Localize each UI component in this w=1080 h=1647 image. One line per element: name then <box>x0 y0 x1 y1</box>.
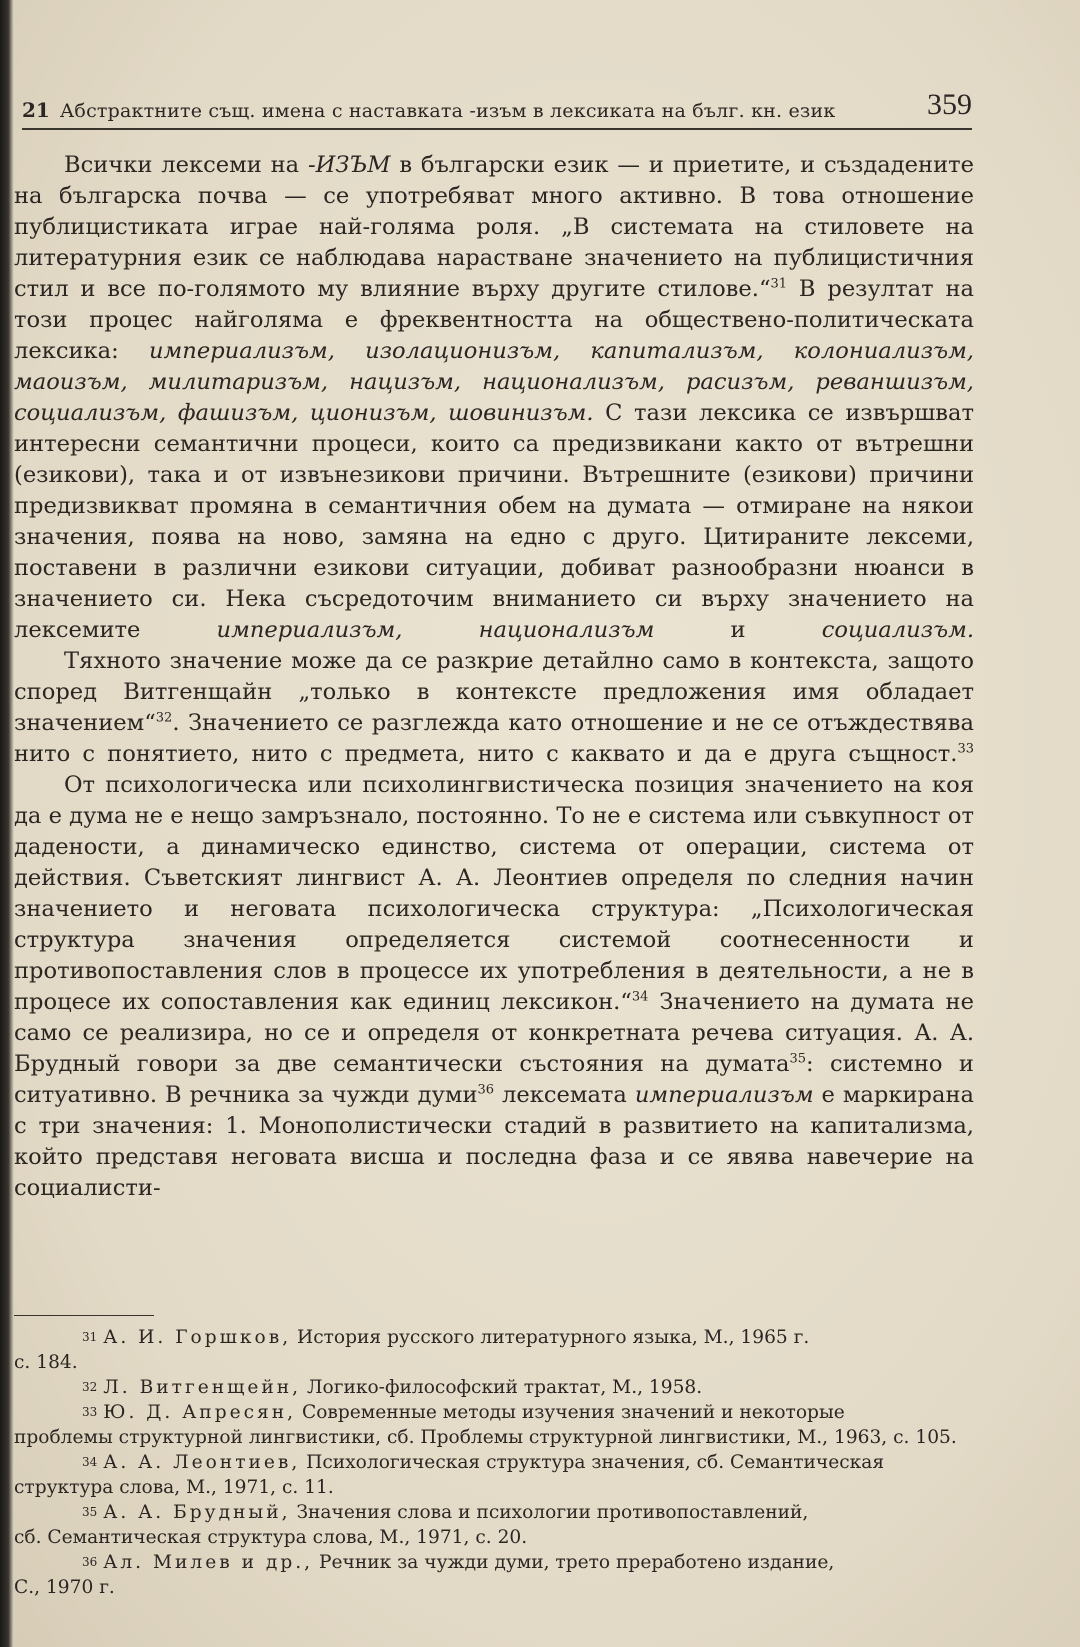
footnote-ref-36: 36 <box>477 1082 495 1098</box>
footnote-34-cont: структура слова, М., 1971, с. 11. <box>14 1477 334 1498</box>
text-run: е маркирана с три значения: 1. Монополистически стадий в развитието на капитализма, който представя неговата висша и последна фаза и се явява навечерие на социалисти- <box>14 1082 974 1201</box>
footnote-36 <box>14 1551 982 1574</box>
footnote-31 <box>14 1326 982 1349</box>
term-list-2: империализъм, национализъм <box>216 617 655 643</box>
term-list: империализъм, изолационизъм, капитализъм, колониализъм, маоизъм, милитаризъм, нацизъм, национализъм, расизъм, реваншизъм, социализъм, фашизъм, ционизъм, шовинизъм. <box>14 338 974 426</box>
footnote-number: 31 <box>82 1330 98 1344</box>
text-run: От психологическа или психолингвистическа позиция значението на коя да е дума не е нещо замръзнало, постоянно. То не е система или съвкупност от дадености, а динамическо единство, система от операции, система от действия. Съветският лингвист А. А. Леонтиев определя по следния начин значението и неговата психологическа структура: „Психологическая структура значения определяется системой соотнесенности и противопоставления слов в процессе их употребления в деятельности, а не в процесе их сопоставления как единиц лексикон.“ <box>14 772 974 1015</box>
text-run: С тази лексика се извършват интересни семантични процеси, които са предизвикани както от вътрешни (езикови), така и от извънезикови причини. Вътрешните (езикови) причини предизвикват промяна в семантичния обем на думата — отмиране на някои значения, поява на ново, замяна на едно с друго. Цитираните лексеми, поставени в различни езикови ситуации, добиват разнообразни нюанси в значението си. Нека съсредоточим вниманието си върху значението на лексемите <box>14 400 974 643</box>
footnote-36-cont: С., 1970 г. <box>14 1577 115 1598</box>
paragraph-3 <box>14 770 974 1204</box>
footnote-author: Л. Витгенщейн, <box>103 1377 302 1398</box>
page-number: 359 <box>927 88 972 121</box>
term-socialism: социализъм. <box>821 617 974 643</box>
footnote-number: 36 <box>82 1555 98 1569</box>
footnote-number: 33 <box>82 1405 98 1419</box>
running-header <box>22 82 972 130</box>
footnote-author: А. А. Брудный, <box>103 1502 291 1523</box>
header-title: Абстрактните същ. имена с наставката -изъм в лексиката на бълг. кн. език <box>59 100 836 122</box>
footnote-number: 35 <box>82 1505 98 1519</box>
footnote-33-cont: проблемы структурной лингвистики, сб. Проблемы структурной лингвистики, М., 1963, с. 105. <box>14 1427 957 1448</box>
footnote-35-cont: сб. Семантическая структура слова, М., 1971, с. 20. <box>14 1527 528 1548</box>
footnote-ref-33: 33 <box>957 741 974 757</box>
body-text <box>14 150 974 1204</box>
footnote-number: 32 <box>82 1380 98 1394</box>
footnote-text: Современные методы изучения значений и некоторые <box>296 1402 845 1423</box>
footnote-33 <box>14 1401 982 1424</box>
footnote-rule <box>14 1315 154 1316</box>
footnote-author: Ю. Д. Апресян, <box>103 1402 297 1423</box>
footnote-ref-35: 35 <box>789 1051 806 1067</box>
paragraph-1 <box>14 150 974 646</box>
footnote-text: Значения слова и психологии противопоставлений, <box>290 1502 809 1523</box>
footnote-32 <box>14 1376 982 1399</box>
text-run: в български език — и приетите, и създадените на българска почва — се употребяват много активно. В това отношение публицистиката играе най-голяма роля. „В системата на стиловете на литературния език се наблюдава нарастване значението на публицистичния стил и все по-голямото му влияние върху другите стилове.“ <box>14 152 974 302</box>
footnote-text: Речник за чужди думи, трето преработено издание, <box>313 1552 835 1573</box>
scan-edge <box>0 0 14 1647</box>
footnote-text: Психологическая структура значения, сб. Семантическая <box>300 1452 885 1473</box>
footnote-text: История русского литературного языка, М., 1965 г. <box>291 1327 810 1348</box>
text-run: : системно и ситуативно. В речника за чужди думи <box>14 1051 974 1108</box>
text-run: Значението на думата не само се реализира, но се и определя от конкретната речева ситуация. А. А. Брудный говори за две семантически състояния на думата <box>14 989 974 1077</box>
footnote-author: А. И. Горшков, <box>103 1327 292 1348</box>
footnote-ref-32: 32 <box>155 710 173 726</box>
text-run: В резултат на този процес найголяма е фреквентността на обществено-политическата лексика: <box>14 276 974 364</box>
footnote-ref-31: 31 <box>770 276 788 292</box>
header-left-number: 21 <box>22 98 50 122</box>
paragraph-2 <box>14 646 974 770</box>
footnote-ref-34: 34 <box>631 989 649 1005</box>
footnote-31-cont: с. 184. <box>14 1352 78 1373</box>
footnote-number: 34 <box>82 1455 98 1469</box>
term-izam: -ИЗЪМ <box>307 152 391 178</box>
footnotes <box>14 1326 982 1601</box>
footnote-text: Логико-философский трактат, М., 1958. <box>301 1377 703 1398</box>
footnote-35 <box>14 1501 982 1524</box>
text-run: и <box>654 617 822 643</box>
text-run: Всички лексеми на <box>64 152 308 178</box>
footnote-author: А. А. Леонтиев, <box>103 1452 301 1473</box>
text-run: . Значението се разглежда като отношение и не се отъждествява нито с понятието, нито с предмета, нито с каквато и да е друга същност. <box>14 710 974 767</box>
text-run: лексемата <box>494 1082 635 1108</box>
text-run: Тяхното значение може да се разкрие детайлно само в контекста, защото според Витгенщайн „только в контексте предложения имя обладает значением“ <box>14 648 974 736</box>
term-imperialism: империализъм <box>634 1082 814 1108</box>
footnote-author: Ал. Милев и др., <box>103 1552 314 1573</box>
footnote-34 <box>14 1451 982 1474</box>
